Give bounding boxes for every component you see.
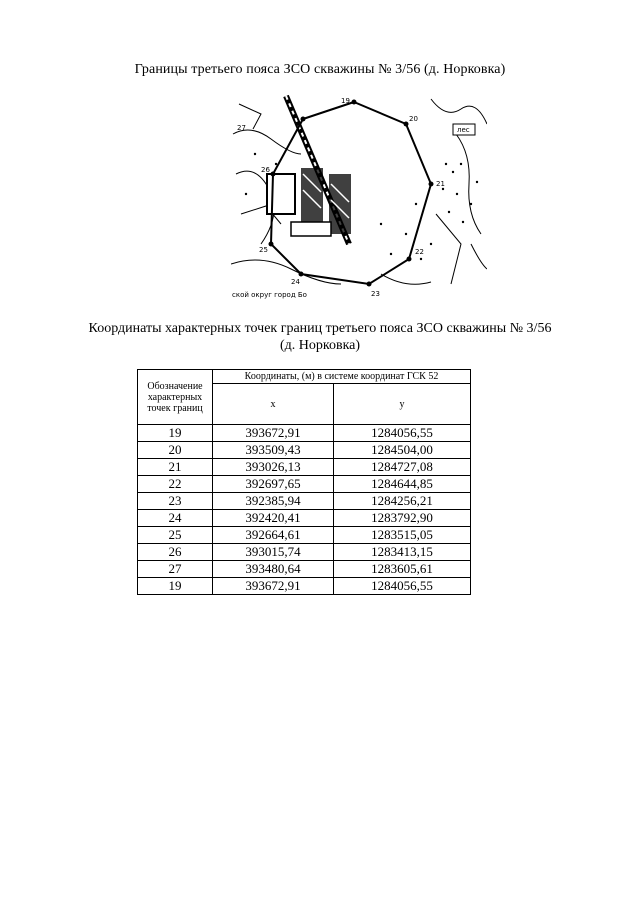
cell-x: 393480,64	[213, 561, 334, 578]
coordinates-table	[137, 369, 471, 595]
table-row	[138, 493, 471, 510]
cell-point: 19	[138, 578, 213, 595]
cell-y: 1284504,00	[334, 442, 471, 459]
buildings	[267, 168, 351, 236]
table-row	[138, 425, 471, 442]
map-image	[231, 94, 487, 300]
cell-point: 19	[138, 425, 213, 442]
header-point-designation: Обозначение характерных точек границ	[138, 370, 213, 425]
cell-y: 1283605,61	[334, 561, 471, 578]
map-lettering-district: ской округ город Бо	[232, 291, 307, 299]
cell-point: 22	[138, 476, 213, 493]
zone-boundary-map	[231, 94, 487, 300]
table-row	[138, 476, 471, 493]
header-coordinates: Координаты, (м) в системе координат ГСК 52	[213, 370, 471, 384]
cell-y: 1283515,05	[334, 527, 471, 544]
header-y: y	[334, 384, 471, 425]
table-row	[138, 442, 471, 459]
map-point-label: 27	[237, 124, 246, 132]
table-row	[138, 459, 471, 476]
table-row	[138, 578, 471, 595]
cell-x: 393672,91	[213, 425, 334, 442]
cell-x: 392420,41	[213, 510, 334, 527]
table-row	[138, 527, 471, 544]
cell-point: 25	[138, 527, 213, 544]
cell-y: 1284644,85	[334, 476, 471, 493]
cell-y: 1283413,15	[334, 544, 471, 561]
table-row	[138, 561, 471, 578]
map-lettering-forest: лес	[457, 126, 470, 134]
table-row	[138, 510, 471, 527]
cell-x: 393026,13	[213, 459, 334, 476]
coordinates-heading	[60, 320, 580, 354]
coordinates-heading-line2: (д. Норковка)	[279, 338, 361, 353]
cell-point: 20	[138, 442, 213, 459]
page-title: Границы третьего пояса ЗСО скважины № 3/56 (д. Норковка)	[134, 62, 506, 77]
coordinates-heading-line1: Координаты характерных точек границ третьего пояса ЗСО скважины № 3/56	[88, 321, 552, 336]
cell-x: 392664,61	[213, 527, 334, 544]
cell-y: 1284056,55	[334, 578, 471, 595]
table-row	[138, 544, 471, 561]
cell-y: 1284727,08	[334, 459, 471, 476]
table-header-row	[138, 370, 471, 384]
cell-y: 1284256,21	[334, 493, 471, 510]
map-point-label: 20	[409, 115, 418, 123]
cell-point: 26	[138, 544, 213, 561]
cell-y: 1283792,90	[334, 510, 471, 527]
map-point-label: 25	[259, 246, 268, 254]
cell-point: 27	[138, 561, 213, 578]
map-point-label: 21	[436, 180, 445, 188]
cell-y: 1284056,55	[334, 425, 471, 442]
map-point-label: 24	[291, 278, 300, 286]
cell-point: 24	[138, 510, 213, 527]
map-point-label: 22	[415, 248, 424, 256]
header-x: x	[213, 384, 334, 425]
map-point-label: 23	[371, 290, 380, 298]
cell-x: 393015,74	[213, 544, 334, 561]
map-point-label: 19	[341, 97, 350, 105]
cell-point: 21	[138, 459, 213, 476]
cell-point: 23	[138, 493, 213, 510]
cell-x: 393509,43	[213, 442, 334, 459]
cell-x: 393672,91	[213, 578, 334, 595]
cell-x: 392385,94	[213, 493, 334, 510]
cell-x: 392697,65	[213, 476, 334, 493]
map-point-label: 26	[261, 166, 270, 174]
